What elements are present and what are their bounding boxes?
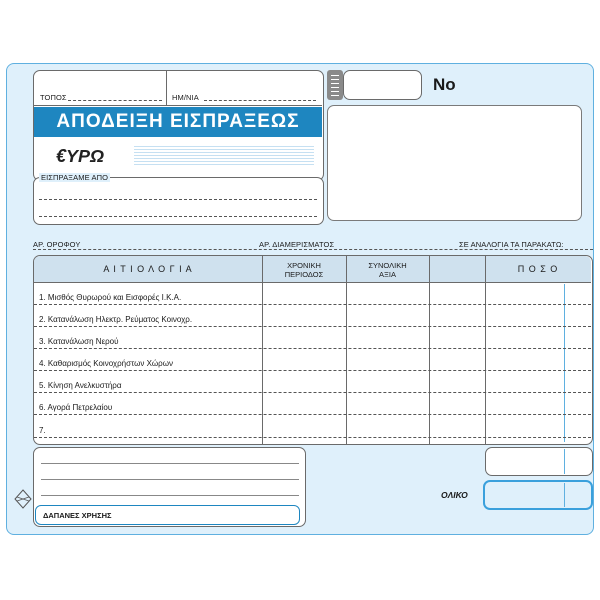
security-pattern — [134, 145, 314, 165]
number-label: No — [433, 75, 456, 94]
stamp-area[interactable] — [327, 105, 582, 221]
column-header-total — [346, 261, 429, 279]
decimal-divider — [564, 284, 565, 442]
date-label: ΗΜ/ΝΙΑ — [172, 93, 199, 102]
received-from-line-1[interactable] — [39, 199, 317, 200]
place-label: ΤΟΠΟΣ — [40, 93, 67, 102]
header-block — [33, 70, 324, 181]
page-title: ΑΠΟΔΕΙΞΗ ΕΙΣΠΡΑΞΕΩΣ — [34, 107, 322, 137]
column-header-period-line-1: ΧΡΟΝΙΚΗ — [287, 261, 321, 270]
column-header-amount: Π Ο Σ Ο — [517, 264, 559, 274]
receipt-form — [6, 63, 594, 535]
items-table — [33, 255, 593, 445]
table-row-2: 2. Κατανάλωση Ηλεκτρ. Ρεύματος Κοινοχρ. — [39, 315, 193, 324]
column-header-reason: Α Ι Τ Ι Ο Λ Ο Γ Ι Α — [103, 264, 193, 274]
number-field[interactable] — [343, 70, 422, 100]
table-row-3: 3. Κατανάλωση Νερού — [39, 337, 119, 346]
date-field[interactable] — [204, 100, 316, 101]
subtotal-field[interactable] — [485, 447, 593, 476]
table-row-6: 6. Αγορά Πετρελαίου — [39, 403, 113, 412]
publisher-logo — [14, 489, 32, 509]
column-header-period-line-2: ΠΕΡΙΟΔΟΣ — [284, 270, 324, 279]
received-from-label: ΕΙΣΠΡΑΞΑΜΕ ΑΠΟ — [41, 173, 109, 182]
column-header-total-line-2: ΑΞΙΑ — [379, 270, 396, 279]
proportion-label: ΣΕ ΑΝΑΛΟΓΙΑ ΤΑ ΠΑΡΑΚΑΤΩ: — [459, 240, 564, 249]
column-header-total-line-1: ΣΥΝΟΛΙΚΗ — [368, 261, 407, 270]
stub-marks — [331, 74, 339, 96]
table-row-1: 1. Μισθός Θυρωρού και Εισφορές Ι.Κ.Α. — [39, 293, 182, 302]
column-header-period — [262, 261, 346, 279]
total-label: ΟΛΙΚΟ — [441, 490, 468, 500]
table-row-5: 5. Κίνηση Ανελκυστήρα — [39, 381, 122, 390]
floor-label: ΑΡ. ΟΡΟΦΟΥ — [33, 240, 81, 249]
place-field[interactable] — [68, 100, 162, 101]
currency-label: €ΥΡΩ — [56, 146, 105, 166]
table-row-4: 4. Καθαρισμός Κοινοχρήστων Χώρων — [39, 359, 173, 368]
total-field[interactable] — [483, 480, 593, 510]
received-from-line-2[interactable] — [39, 216, 317, 217]
apartment-label: ΑΡ. ΔΙΑΜΕΡΙΣΜΑΤΟΣ — [259, 240, 335, 249]
table-row-7: 7. — [39, 426, 46, 435]
received-from-box — [33, 177, 324, 225]
expenses-label: ΔΑΠΑΝΕΣ ΧΡΗΣΗΣ — [43, 511, 112, 520]
